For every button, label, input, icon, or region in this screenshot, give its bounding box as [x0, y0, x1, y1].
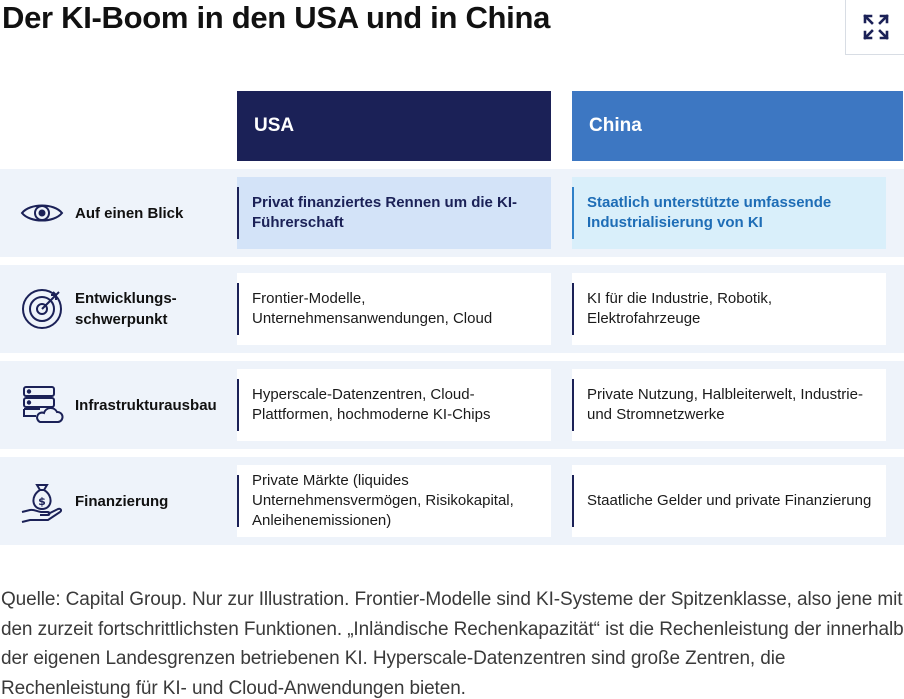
cell-china-at-a-glance: Staatlich unterstützte umfassende Industrialisierung von KI: [572, 177, 886, 249]
row-label: Infrastrukturausbau: [75, 397, 217, 414]
page-title: Der KI-Boom in den USA und in China: [2, 0, 551, 35]
column-header-china: China: [572, 91, 903, 161]
svg-text:$: $: [38, 495, 46, 508]
cell-usa-at-a-glance: Privat finanziertes Rennen um die KI-Führerschaft: [237, 177, 551, 249]
column-header-usa: USA: [237, 91, 551, 161]
eye-icon: [20, 191, 64, 235]
cell-china-financing: Staatliche Gelder und private Finanzierung: [572, 465, 886, 537]
row-label: Auf einen Blick: [75, 205, 184, 222]
target-icon: [20, 287, 64, 331]
row-label: Entwicklungs-schwerpunkt: [75, 290, 177, 328]
cell-china-development-focus: KI für die Industrie, Robotik, Elektrofahrzeuge: [572, 273, 886, 345]
cell-china-infrastructure: Private Nutzung, Halbleiterwelt, Industrie- und Stromnetzwerke: [572, 369, 886, 441]
cell-usa-financing: Private Märkte (liquides Unternehmensvermögen, Risikokapital, Anleihenemissionen): [237, 465, 551, 537]
expand-button[interactable]: [845, 0, 904, 55]
money-hand-icon: [20, 479, 64, 523]
cell-usa-infrastructure: Hyperscale-Datenzentren, Cloud-Plattformen, hochmoderne KI-Chips: [237, 369, 551, 441]
server-cloud-icon: [20, 383, 64, 427]
row-label: Finanzierung: [75, 493, 169, 510]
source-footnote: Quelle: Capital Group. Nur zur Illustration. Frontier-Modelle sind KI-Systeme der Spitzenklasse, also jene mit den zurzeit fortschrittlichsten Funktionen. „Inländische Rechenkapazität“ ist die Rechenleistung der innerhalb der eigenen Landesgrenzen betriebenen KI. Hyperscale-Datenzentren sind große Zentren, die Rechenleistung für KI- und Cloud-Anwendungen bieten.: [1, 589, 904, 699]
expand-icon: [861, 12, 891, 42]
cell-usa-development-focus: Frontier-Modelle, Unternehmensanwendungen, Cloud: [237, 273, 551, 345]
